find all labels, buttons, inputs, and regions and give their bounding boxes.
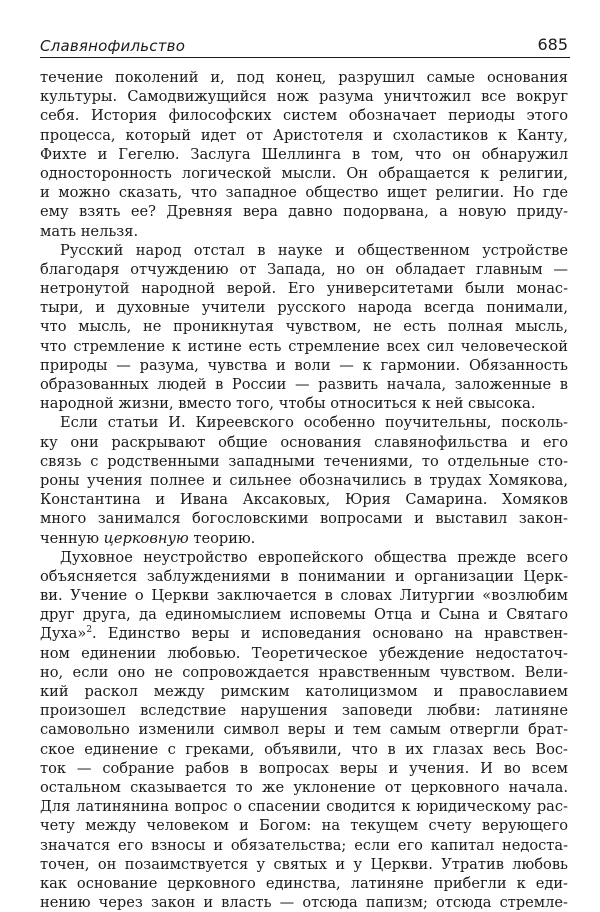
text-line: кий раскол между римским католицизмом и православием [40, 683, 568, 700]
text-line: объясняется заблуждениями в понимании и организации Церк- [40, 567, 568, 585]
text-line: культуры. Самодвижущийся нож разума уничтожил все вокруг [40, 88, 568, 106]
text-line: благодаря отчуждению от Запада, но он обладает главным — [40, 260, 568, 278]
text-line: Духовное неустройство европейского общества прежде всего [60, 548, 568, 566]
text-line: процесса, который идет от Аристотеля и схоластиков к Канту, [40, 126, 568, 144]
text-line: Русский народ отстал в науке и общественном устройстве [60, 241, 568, 259]
text-line: ви. Учение о Церкви заключается в словах Литургии «возлюбим [40, 587, 568, 605]
text-line-with-footnote [40, 624, 568, 643]
text-line: ему взять ее? Древняя вера давно подорвана, а новую приду- [40, 203, 568, 221]
text-line: что стремление к истине есть стремление всех сил человеческой [40, 337, 568, 355]
running-title: Славянофильство [40, 37, 186, 55]
emphasis-word: церковную [103, 529, 189, 547]
text-line: образованных людей в России — развить начала, заложенные в [40, 376, 568, 393]
text-line: как основание церковного единства, латиняне прибегли к еди- [40, 874, 568, 892]
body-text [40, 68, 568, 912]
text-line: нетронутой народной верой. Его университетами были монас- [40, 280, 568, 298]
paragraph-4 [40, 548, 568, 912]
text-line: и можно сказать, что западное общество ищет религии. Но где [40, 184, 568, 202]
text-run: . Единство веры и исповедания основано на нравствен- [92, 625, 568, 643]
text-line: Фихте и Гегелю. Заслуга Шеллинга в том, что он обнаружил [40, 145, 568, 163]
paragraph-3 [40, 413, 568, 547]
text-line: чету между человеком и Богом: на текущем счету верующего [40, 817, 568, 835]
text-line: много занимался богословскими вопросами и выставил закон- [40, 510, 568, 528]
text-line: нению через закон и власть — отсюда папизм; отсюда стремле- [40, 894, 568, 912]
text-run: Духа» [40, 625, 87, 643]
text-line: односторонность логической мысли. Он обращается к религии, [40, 164, 568, 182]
text-line: ское единение с греками, объявили, что в их глазах весь Вос- [40, 740, 568, 758]
text-line: друг друга, да единомыслием исповемы Отца и Сына и Святаго [40, 606, 568, 624]
text-line: точен, он позаимствуется у святых и у Церкви. Утратив любовь [40, 855, 568, 873]
text-line: тыри, и духовные учители русского народа всегда понимали, [40, 299, 568, 317]
running-head [40, 36, 570, 60]
text-line: себя. История философских систем обозначает периоды этого [40, 107, 568, 125]
text-line: Если статьи И. Киреевского особенно поучительны, посколь- [60, 414, 568, 432]
paragraph-2 [40, 241, 568, 414]
footnote-mark[interactable]: 2 [86, 625, 93, 636]
text-run: ченную [40, 529, 104, 547]
text-line: что мысль, не проникнутая чувством, не есть полная мысль, [40, 318, 568, 336]
text-line: но, если оно не сопровождается нравственным чувством. Вели- [40, 663, 568, 681]
text-line: самовольно изменили символ веры и тем самым отвергли брат- [40, 721, 568, 739]
text-line: связь с родственными западными течениями, то отдельные сто- [40, 452, 568, 470]
text-line-with-emphasis [40, 529, 568, 548]
text-line: произошел вследствие нарушения заповеди любви: латиняне [40, 702, 568, 720]
text-line: природы — разума, чувства и воли — к гармонии. Обязанность [40, 356, 568, 374]
text-line: ку они раскрывают общие основания славянофильства и его [40, 433, 568, 451]
text-line: значатся его взносы и обязательства; если его капитал недоста- [40, 836, 568, 854]
header-rule [40, 57, 570, 58]
paragraph-1 [40, 68, 568, 241]
text-line: ном единении любовью. Теоретическое убеждение недостаточ- [40, 644, 568, 662]
text-line: остальном сказывается то же уклонение от церковного начала. [40, 778, 568, 796]
text-line: мать нельзя. [40, 222, 139, 240]
page-number: 685 [537, 35, 568, 54]
text-line: течение поколений и, под конец, разрушил самые основания [40, 69, 568, 86]
text-run: теорию. [188, 529, 256, 547]
text-line: Для латинянина вопрос о спасении сводится к юридическому рас- [40, 798, 568, 816]
text-line: народной жизни, вместо того, чтобы относиться к ней свысока. [40, 395, 536, 413]
text-line: роны учения полнее и сильнее обозначились в трудах Хомякова, [40, 471, 568, 489]
text-line: Константина и Ивана Аксаковых, Юрия Самарина. Хомяков [40, 491, 568, 509]
text-line: ток — собрание рабов в вопросах веры и учения. И во всем [40, 759, 568, 777]
